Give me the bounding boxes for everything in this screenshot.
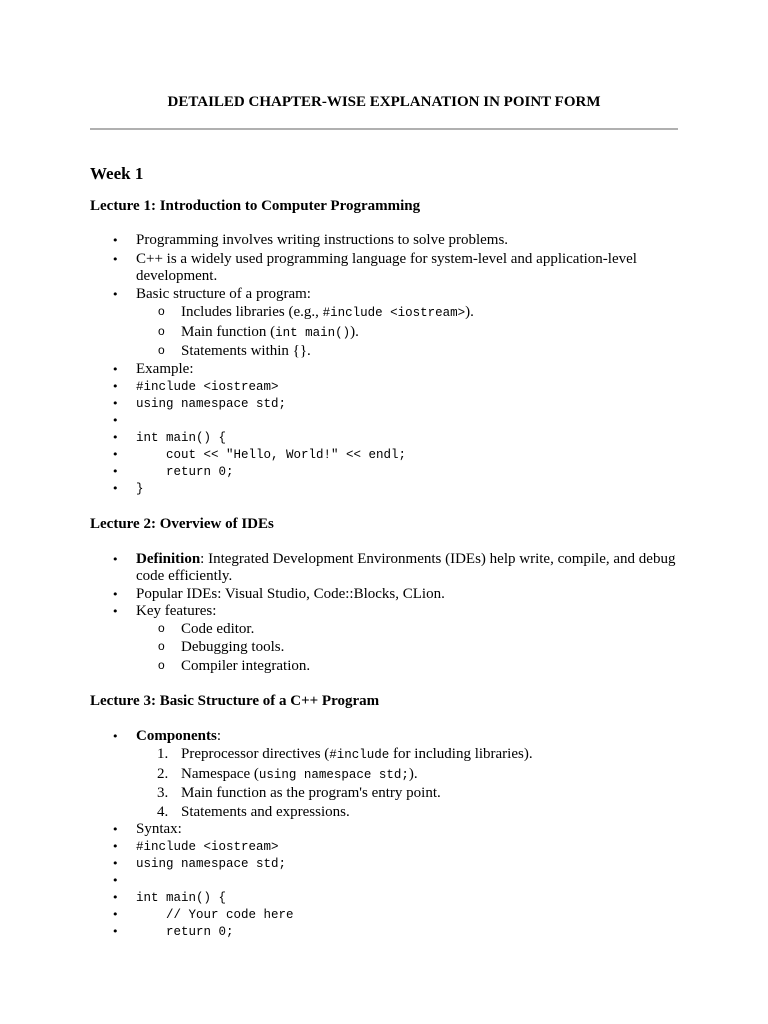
code-line <box>90 872 680 889</box>
code-line: • #include <iostream> <box>90 378 680 395</box>
sublist-item: o Main function (int main()). <box>136 323 680 343</box>
lecture-3-heading: Lecture 3: Basic Structure of a C++ Program <box>90 693 380 709</box>
list-item: • Syntax: <box>90 821 680 838</box>
ide-features-sublist <box>136 620 680 676</box>
numbered-item: 3. Main function as the program's entry point. <box>157 785 441 801</box>
numbered-item: 2. Namespace (using namespace std;). <box>157 765 418 782</box>
sublist-item: o Compiler integration. <box>136 657 680 676</box>
list-item: • Programming involves writing instructions to solve problems. <box>90 232 680 249</box>
document-body <box>90 164 680 940</box>
code-line: • using namespace std; <box>90 395 680 412</box>
code-line: • using namespace std; <box>90 855 680 872</box>
sublist-item: o Debugging tools. <box>136 638 680 657</box>
document-title: DETAILED CHAPTER-WISE EXPLANATION IN POINT FORM <box>167 94 601 110</box>
lecture-2-heading: Lecture 2: Overview of IDEs <box>90 515 274 532</box>
numbered-item: 4. Statements and expressions. <box>157 803 350 820</box>
list-item: • C++ is a widely used programming language for system-level and application-level development. <box>90 251 680 285</box>
program-structure-sublist <box>136 303 680 361</box>
code-line: • return 0; <box>90 923 680 940</box>
week-heading: Week 1 <box>90 164 144 183</box>
list-item: • Components: 1. Preprocessor directives (#include for including libraries). 2. Namespace (using namespace std;). 3. Main function as the program's entry point. 4. Statements and expressions. <box>90 728 680 821</box>
list-item: • Definition: Integrated Development Environments (IDEs) help write, compile, and debug code efficiently. <box>90 551 680 585</box>
code-line: • // Your code here <box>90 906 680 923</box>
list-item: • Example: <box>90 361 680 378</box>
sublist-item: o Statements within {}. <box>136 342 680 361</box>
lecture-3-list <box>90 728 680 940</box>
code-line: • int main() { <box>90 889 680 906</box>
code-line: • int main() { <box>90 429 680 446</box>
title-divider <box>90 128 678 130</box>
list-item: • Basic structure of a program: o Includes libraries (e.g., #include <iostream>). o Main function (int main()). o Statements within {}. <box>90 286 680 361</box>
lecture-2-list <box>90 551 680 676</box>
numbered-item: 1. Preprocessor directives (#include for including libraries). <box>157 746 533 762</box>
components-numbered-list <box>136 745 680 821</box>
code-line: • } <box>90 480 680 497</box>
code-line: • #include <iostream> <box>90 838 680 855</box>
list-item: • Key features: o Code editor. o Debugging tools. o Compiler integration. <box>90 603 680 676</box>
code-line: • cout << "Hello, World!" << endl; <box>90 446 680 463</box>
sublist-item: o Code editor. <box>136 620 680 639</box>
list-item: • Popular IDEs: Visual Studio, Code::Blocks, CLion. <box>90 586 680 603</box>
lecture-1-list <box>90 232 680 497</box>
lecture-1-heading: Lecture 1: Introduction to Computer Programming <box>90 198 421 214</box>
code-line: • return 0; <box>90 463 680 480</box>
sublist-item: o Includes libraries (e.g., #include <iostream>). <box>136 303 680 323</box>
code-line <box>90 412 680 429</box>
